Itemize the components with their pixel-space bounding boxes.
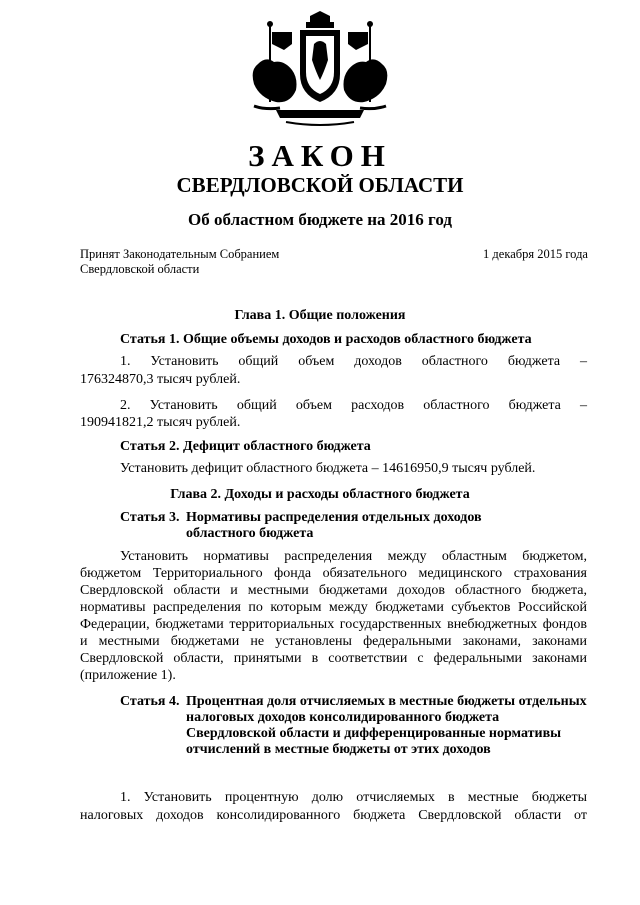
article-1-paragraph-2-line-1: 2. Установить общий объем расходов областного бюджета – <box>120 398 587 413</box>
chapter-1-heading: Глава 1. Общие положения <box>234 308 406 323</box>
article-4-title: Процентная доля отчисляемых в местные бюджеты отдельных налоговых доходов консолидированного бюджета Свердловской области и дифференцированные нормативы отчислений в местные бюджеты от этих доходов <box>186 694 587 757</box>
article-1-heading: Статья 1. Общие объемы доходов и расходов областного бюджета <box>120 332 532 347</box>
article-3-heading <box>120 510 590 544</box>
article-4-label: Статья 4. <box>120 694 180 709</box>
article-4-heading <box>120 694 590 780</box>
article-3-title-line-1: Нормативы распределения отдельных доходов <box>186 510 482 525</box>
chapter-2-heading: Глава 2. Доходы и расходы областного бюджета <box>170 487 470 502</box>
adoption-line-1: Принят Законодательным Собранием <box>80 247 280 261</box>
region-heading: СВЕРДЛОВСКОЙ ОБЛАСТИ <box>176 173 464 197</box>
adoption-line-2: Свердловской области <box>80 262 200 276</box>
article-3-title <box>186 510 586 542</box>
article-2-text: Установить дефицит областного бюджета – 14616950,9 тысяч рублей. <box>120 461 536 476</box>
law-heading: ЗАКОН <box>248 138 392 173</box>
article-1-paragraph-2-line-2: 190941821,2 тысяч рублей. <box>80 415 241 430</box>
coat-of-arms-emblem <box>236 10 404 130</box>
adoption-info <box>80 247 279 277</box>
law-subject: Об областном бюджете на 2016 год <box>188 210 452 229</box>
article-1-paragraph-1-line-1: 1. Установить общий объем доходов областного бюджета – <box>120 354 587 369</box>
article-3-title-line-2: областного бюджета <box>186 526 314 541</box>
article-3-label: Статья 3. <box>120 510 180 525</box>
article-2-heading: Статья 2. Дефицит областного бюджета <box>120 439 371 454</box>
article-4-paragraph-1-line-2: налоговых доходов консолидированного бюджета Свердловской области от <box>80 808 587 823</box>
article-3-text: Установить нормативы распределения между областным бюджетом, бюджетом Территориального фонда обязательного медицинского страхования Свердловской области и местными бюджетами доходов областного бюджета, нормативы распределения по которым между бюджетами субъектов Российской Федерации, бюджетами территориальных государственных внебюджетных фондов и местными бюджетами не установлены федеральными законами, законами Свердловской области, принятыми в соответствии с федеральными законами (приложение 1). <box>80 549 587 683</box>
adoption-date: 1 декабря 2015 года <box>483 247 588 261</box>
article-1-paragraph-1-line-2: 176324870,3 тысяч рублей. <box>80 372 241 387</box>
article-4-paragraph-1-line-1: 1. Установить процентную долю отчисляемых в местные бюджеты <box>120 790 587 805</box>
